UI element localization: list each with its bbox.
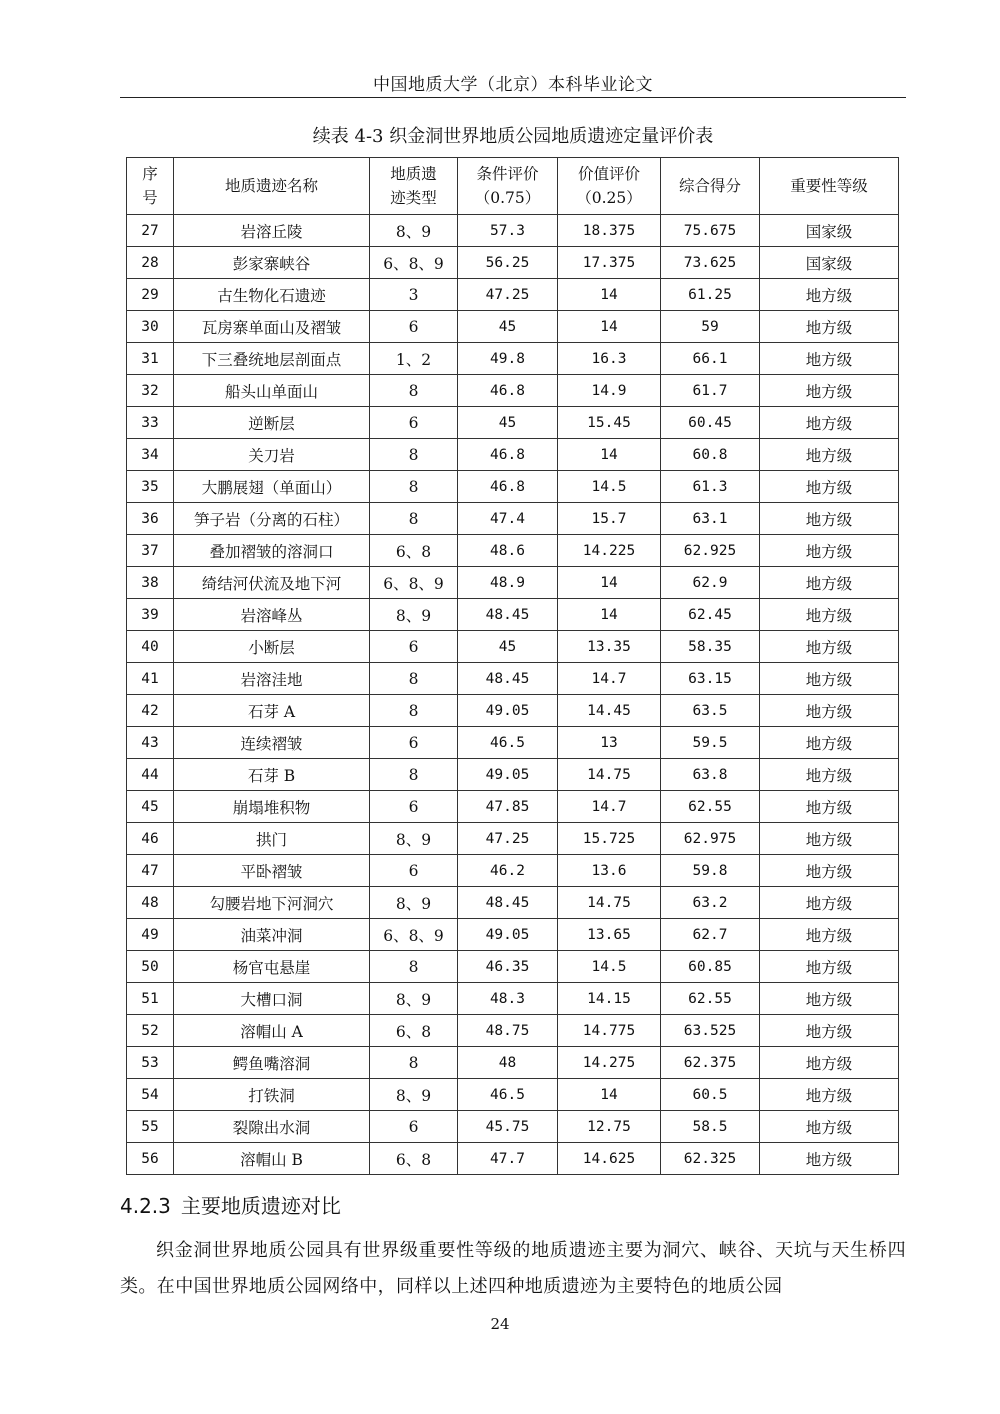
- cell-score: 61.3: [661, 471, 760, 503]
- cell-value: 14.9: [558, 375, 661, 407]
- cell-level: 地方级: [760, 1015, 899, 1047]
- cell-type: 8: [370, 663, 458, 695]
- cell-name: 岩溶洼地: [174, 663, 370, 695]
- cell-name: 打铁洞: [174, 1079, 370, 1111]
- cell-condition: 49.05: [458, 695, 558, 727]
- cell-name: 大槽口洞: [174, 983, 370, 1015]
- cell-type: 6: [370, 407, 458, 439]
- cell-level: 地方级: [760, 375, 899, 407]
- cell-level: 地方级: [760, 631, 899, 663]
- column-header-line: 序: [142, 165, 158, 183]
- cell-level: 地方级: [760, 439, 899, 471]
- cell-type: 8: [370, 1047, 458, 1079]
- cell-level: 地方级: [760, 663, 899, 695]
- cell-seq: 29: [127, 279, 174, 311]
- cell-level: 地方级: [760, 1079, 899, 1111]
- cell-condition: 46.35: [458, 951, 558, 983]
- column-header-value: [558, 158, 661, 215]
- column-header-line: （0.25）: [576, 189, 642, 207]
- cell-level: 地方级: [760, 279, 899, 311]
- cell-value: 14: [558, 311, 661, 343]
- cell-score: 59: [661, 311, 760, 343]
- table-row: [127, 951, 899, 983]
- column-header-type: [370, 158, 458, 215]
- cell-value: 14.7: [558, 663, 661, 695]
- cell-level: 地方级: [760, 791, 899, 823]
- cell-seq: 48: [127, 887, 174, 919]
- cell-value: 14.15: [558, 983, 661, 1015]
- cell-seq: 39: [127, 599, 174, 631]
- cell-name: 笋子岩（分离的石柱）: [174, 503, 370, 535]
- cell-score: 62.55: [661, 791, 760, 823]
- column-header-seq: [127, 158, 174, 215]
- cell-level: 地方级: [760, 1143, 899, 1175]
- cell-level: 地方级: [760, 727, 899, 759]
- cell-level: 地方级: [760, 471, 899, 503]
- cell-name: 叠加褶皱的溶洞口: [174, 535, 370, 567]
- cell-score: 61.25: [661, 279, 760, 311]
- cell-score: 62.925: [661, 535, 760, 567]
- cell-type: 8、9: [370, 1079, 458, 1111]
- cell-seq: 28: [127, 247, 174, 279]
- table-row: [127, 631, 899, 663]
- cell-level: 地方级: [760, 567, 899, 599]
- cell-type: 8、9: [370, 983, 458, 1015]
- cell-level: 国家级: [760, 215, 899, 247]
- cell-name: 下三叠统地层剖面点: [174, 343, 370, 375]
- cell-seq: 49: [127, 919, 174, 951]
- cell-level: 地方级: [760, 759, 899, 791]
- cell-name: 裂隙出水洞: [174, 1111, 370, 1143]
- cell-condition: 57.3: [458, 215, 558, 247]
- cell-value: 15.725: [558, 823, 661, 855]
- cell-seq: 46: [127, 823, 174, 855]
- cell-type: 3: [370, 279, 458, 311]
- section-title: 主要地质遗迹对比: [180, 1194, 341, 1218]
- table-row: [127, 599, 899, 631]
- cell-score: 59.5: [661, 727, 760, 759]
- cell-type: 8、9: [370, 599, 458, 631]
- cell-score: 58.5: [661, 1111, 760, 1143]
- cell-condition: 46.5: [458, 1079, 558, 1111]
- cell-score: 60.8: [661, 439, 760, 471]
- cell-seq: 33: [127, 407, 174, 439]
- cell-value: 14.5: [558, 951, 661, 983]
- table-row: [127, 983, 899, 1015]
- cell-seq: 36: [127, 503, 174, 535]
- table-row: [127, 695, 899, 727]
- cell-type: 8: [370, 375, 458, 407]
- cell-score: 73.625: [661, 247, 760, 279]
- cell-condition: 46.5: [458, 727, 558, 759]
- column-header-score: [661, 158, 760, 215]
- cell-type: 8: [370, 951, 458, 983]
- cell-name: 溶帽山 A: [174, 1015, 370, 1047]
- cell-name: 逆断层: [174, 407, 370, 439]
- cell-level: 地方级: [760, 855, 899, 887]
- cell-type: 8、9: [370, 215, 458, 247]
- cell-condition: 49.05: [458, 759, 558, 791]
- cell-value: 14: [558, 599, 661, 631]
- cell-level: 地方级: [760, 311, 899, 343]
- column-header-line: 地质遗: [390, 165, 437, 183]
- cell-score: 63.2: [661, 887, 760, 919]
- cell-seq: 35: [127, 471, 174, 503]
- column-header-line: （0.75）: [474, 189, 541, 207]
- table-row: [127, 1079, 899, 1111]
- cell-name: 连续褶皱: [174, 727, 370, 759]
- cell-score: 63.1: [661, 503, 760, 535]
- table-row: [127, 919, 899, 951]
- cell-seq: 55: [127, 1111, 174, 1143]
- cell-score: 62.7: [661, 919, 760, 951]
- column-header-line: 地质遗迹名称: [224, 177, 318, 195]
- cell-type: 8: [370, 471, 458, 503]
- cell-seq: 37: [127, 535, 174, 567]
- cell-score: 60.5: [661, 1079, 760, 1111]
- table-row: [127, 887, 899, 919]
- cell-seq: 31: [127, 343, 174, 375]
- table-row: [127, 727, 899, 759]
- cell-condition: 48.3: [458, 983, 558, 1015]
- cell-level: 地方级: [760, 983, 899, 1015]
- cell-name: 船头山单面山: [174, 375, 370, 407]
- cell-seq: 43: [127, 727, 174, 759]
- cell-level: 地方级: [760, 1111, 899, 1143]
- cell-name: 石芽 A: [174, 695, 370, 727]
- cell-value: 14: [558, 1079, 661, 1111]
- table-row: [127, 407, 899, 439]
- cell-score: 75.675: [661, 215, 760, 247]
- column-header-condition: [458, 158, 558, 215]
- cell-score: 63.525: [661, 1015, 760, 1047]
- cell-seq: 53: [127, 1047, 174, 1079]
- cell-score: 61.7: [661, 375, 760, 407]
- cell-value: 14.275: [558, 1047, 661, 1079]
- table-row: [127, 535, 899, 567]
- cell-seq: 27: [127, 215, 174, 247]
- cell-value: 15.45: [558, 407, 661, 439]
- cell-level: 国家级: [760, 247, 899, 279]
- table-row: [127, 215, 899, 247]
- table-row: [127, 759, 899, 791]
- cell-score: 60.45: [661, 407, 760, 439]
- cell-type: 6、8: [370, 1143, 458, 1175]
- cell-condition: 47.25: [458, 823, 558, 855]
- cell-type: 6、8、9: [370, 247, 458, 279]
- page-header: 中国地质大学（北京）本科毕业论文: [373, 75, 653, 95]
- cell-score: 63.5: [661, 695, 760, 727]
- table-header-row: [127, 158, 899, 215]
- cell-type: 8: [370, 503, 458, 535]
- cell-level: 地方级: [760, 343, 899, 375]
- cell-level: 地方级: [760, 599, 899, 631]
- cell-name: 岩溶丘陵: [174, 215, 370, 247]
- cell-value: 17.375: [558, 247, 661, 279]
- column-header-line: 条件评价: [476, 165, 539, 183]
- cell-type: 6、8、9: [370, 567, 458, 599]
- cell-score: 62.375: [661, 1047, 760, 1079]
- cell-condition: 46.2: [458, 855, 558, 887]
- cell-level: 地方级: [760, 1047, 899, 1079]
- cell-level: 地方级: [760, 823, 899, 855]
- cell-name: 拱门: [174, 823, 370, 855]
- cell-value: 14.5: [558, 471, 661, 503]
- cell-level: 地方级: [760, 535, 899, 567]
- cell-condition: 45: [458, 311, 558, 343]
- cell-type: 1、2: [370, 343, 458, 375]
- cell-level: 地方级: [760, 919, 899, 951]
- cell-condition: 56.25: [458, 247, 558, 279]
- cell-condition: 48.9: [458, 567, 558, 599]
- cell-seq: 50: [127, 951, 174, 983]
- table-row: [127, 823, 899, 855]
- cell-seq: 40: [127, 631, 174, 663]
- cell-condition: 48.45: [458, 887, 558, 919]
- cell-value: 13: [558, 727, 661, 759]
- cell-value: 14: [558, 279, 661, 311]
- cell-seq: 42: [127, 695, 174, 727]
- page-number: 24: [490, 1315, 510, 1333]
- table-row: [127, 1047, 899, 1079]
- cell-condition: 47.4: [458, 503, 558, 535]
- cell-level: 地方级: [760, 503, 899, 535]
- column-header-line: 综合得分: [678, 177, 741, 195]
- cell-condition: 48: [458, 1047, 558, 1079]
- column-header-line: 迹类型: [390, 189, 437, 207]
- cell-name: 油菜冲洞: [174, 919, 370, 951]
- cell-seq: 56: [127, 1143, 174, 1175]
- cell-score: 62.325: [661, 1143, 760, 1175]
- cell-condition: 48.75: [458, 1015, 558, 1047]
- cell-name: 彭家寨峡谷: [174, 247, 370, 279]
- cell-name: 杨官屯悬崖: [174, 951, 370, 983]
- body-paragraph: 织金洞世界地质公园具有世界级重要性等级的地质遗迹主要为洞穴、峡谷、天坑与天生桥四类。在中国世界地质公园网络中，同样以上述四种地质遗迹为主要特色的地质公园: [120, 1240, 906, 1297]
- cell-type: 6: [370, 311, 458, 343]
- cell-type: 6、8: [370, 535, 458, 567]
- cell-type: 6: [370, 855, 458, 887]
- evaluation-table: [126, 157, 899, 1175]
- cell-condition: 47.85: [458, 791, 558, 823]
- table-row: [127, 279, 899, 311]
- cell-seq: 32: [127, 375, 174, 407]
- cell-type: 8: [370, 759, 458, 791]
- table-row: [127, 855, 899, 887]
- cell-seq: 45: [127, 791, 174, 823]
- cell-condition: 45: [458, 631, 558, 663]
- table-caption: 续表 4-3 织金洞世界地质公园地质遗迹定量评价表: [312, 126, 714, 147]
- cell-seq: 51: [127, 983, 174, 1015]
- cell-value: 13.65: [558, 919, 661, 951]
- cell-name: 勾腰岩地下河洞穴: [174, 887, 370, 919]
- cell-seq: 47: [127, 855, 174, 887]
- table-row: [127, 311, 899, 343]
- section-heading: [120, 1190, 341, 1219]
- cell-name: 关刀岩: [174, 439, 370, 471]
- cell-value: 16.3: [558, 343, 661, 375]
- table-row: [127, 471, 899, 503]
- cell-score: 62.55: [661, 983, 760, 1015]
- cell-score: 58.35: [661, 631, 760, 663]
- cell-name: 鳄鱼嘴溶洞: [174, 1047, 370, 1079]
- cell-value: 14: [558, 439, 661, 471]
- cell-condition: 48.45: [458, 599, 558, 631]
- cell-type: 6: [370, 1111, 458, 1143]
- cell-value: 13.6: [558, 855, 661, 887]
- table-row: [127, 375, 899, 407]
- cell-condition: 47.7: [458, 1143, 558, 1175]
- cell-name: 小断层: [174, 631, 370, 663]
- cell-name: 瓦房寨单面山及褶皱: [174, 311, 370, 343]
- cell-value: 12.75: [558, 1111, 661, 1143]
- cell-condition: 46.8: [458, 471, 558, 503]
- cell-level: 地方级: [760, 695, 899, 727]
- cell-name: 石芽 B: [174, 759, 370, 791]
- cell-name: 岩溶峰丛: [174, 599, 370, 631]
- cell-value: 15.7: [558, 503, 661, 535]
- cell-type: 6: [370, 631, 458, 663]
- cell-score: 66.1: [661, 343, 760, 375]
- cell-score: 63.8: [661, 759, 760, 791]
- table-row: [127, 663, 899, 695]
- cell-seq: 52: [127, 1015, 174, 1047]
- cell-type: 6、8: [370, 1015, 458, 1047]
- cell-level: 地方级: [760, 407, 899, 439]
- table-row: [127, 247, 899, 279]
- table-row: [127, 1143, 899, 1175]
- table-row: [127, 343, 899, 375]
- cell-score: 62.45: [661, 599, 760, 631]
- table-body: [127, 215, 899, 1175]
- cell-type: 6: [370, 791, 458, 823]
- cell-type: 8: [370, 695, 458, 727]
- cell-condition: 45: [458, 407, 558, 439]
- cell-condition: 47.25: [458, 279, 558, 311]
- cell-value: 14.625: [558, 1143, 661, 1175]
- cell-seq: 34: [127, 439, 174, 471]
- table-row: [127, 439, 899, 471]
- cell-score: 63.15: [661, 663, 760, 695]
- table-row: [127, 1111, 899, 1143]
- cell-value: 14.775: [558, 1015, 661, 1047]
- cell-value: 18.375: [558, 215, 661, 247]
- cell-value: 14.75: [558, 887, 661, 919]
- cell-level: 地方级: [760, 951, 899, 983]
- cell-value: 14.225: [558, 535, 661, 567]
- cell-seq: 44: [127, 759, 174, 791]
- section-number: 4.2.3: [120, 1194, 171, 1218]
- cell-value: 13.35: [558, 631, 661, 663]
- cell-condition: 49.8: [458, 343, 558, 375]
- cell-type: 8、9: [370, 887, 458, 919]
- cell-value: 14.7: [558, 791, 661, 823]
- cell-seq: 38: [127, 567, 174, 599]
- cell-condition: 45.75: [458, 1111, 558, 1143]
- column-header-name: [174, 158, 370, 215]
- cell-condition: 48.45: [458, 663, 558, 695]
- cell-level: 地方级: [760, 887, 899, 919]
- table-row: [127, 503, 899, 535]
- cell-score: 62.9: [661, 567, 760, 599]
- column-header-line: 价值评价: [577, 165, 640, 183]
- column-header-level: [760, 158, 899, 215]
- table-row: [127, 791, 899, 823]
- cell-seq: 54: [127, 1079, 174, 1111]
- cell-value: 14.75: [558, 759, 661, 791]
- cell-condition: 49.05: [458, 919, 558, 951]
- cell-condition: 48.6: [458, 535, 558, 567]
- cell-type: 6、8、9: [370, 919, 458, 951]
- cell-name: 古生物化石遗迹: [174, 279, 370, 311]
- cell-type: 8: [370, 439, 458, 471]
- cell-score: 62.975: [661, 823, 760, 855]
- cell-seq: 41: [127, 663, 174, 695]
- column-header-line: 号: [142, 189, 158, 207]
- cell-seq: 30: [127, 311, 174, 343]
- table-row: [127, 1015, 899, 1047]
- header-rule: [120, 97, 906, 98]
- cell-condition: 46.8: [458, 375, 558, 407]
- cell-condition: 46.8: [458, 439, 558, 471]
- cell-name: 崩塌堆积物: [174, 791, 370, 823]
- cell-type: 8、9: [370, 823, 458, 855]
- column-header-line: 重要性等级: [790, 177, 868, 195]
- cell-name: 大鹏展翅（单面山）: [174, 471, 370, 503]
- cell-name: 溶帽山 B: [174, 1143, 370, 1175]
- cell-name: 绮结河伏流及地下河: [174, 567, 370, 599]
- table-row: [127, 567, 899, 599]
- cell-score: 59.8: [661, 855, 760, 887]
- cell-score: 60.85: [661, 951, 760, 983]
- cell-name: 平卧褶皱: [174, 855, 370, 887]
- cell-value: 14.45: [558, 695, 661, 727]
- cell-type: 6: [370, 727, 458, 759]
- cell-value: 14: [558, 567, 661, 599]
